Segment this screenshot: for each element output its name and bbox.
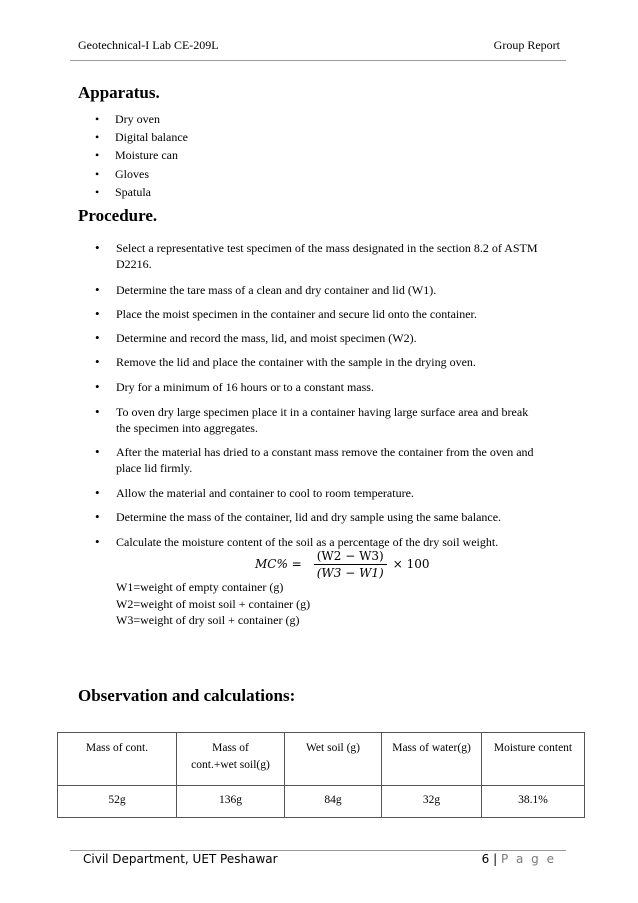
bullet: •: [95, 148, 100, 163]
procedure-step-text: [116, 240, 538, 272]
bullet: •: [95, 306, 100, 321]
procedure-step-text: Place the moist specimen in the container and secure lid onto the container.: [116, 307, 477, 321]
procedure-step: [95, 306, 565, 322]
table-cell: 136g: [177, 786, 285, 818]
formula-fraction: [314, 549, 387, 580]
bullet: •: [95, 485, 100, 500]
step-line: Select a representative test specimen of the mass designated in the section 8.2 of ASTM: [116, 241, 538, 255]
procedure-step-text: Allow the material and container to cool to room temperature.: [116, 486, 414, 500]
table-row: [58, 786, 585, 818]
procedure-step-text: [116, 444, 534, 476]
definition-line: W2=weight of moist soil + container (g): [116, 596, 311, 611]
list-item: [95, 165, 188, 183]
apparatus-item: Digital balance: [115, 130, 188, 145]
header-report-type: Group Report: [493, 38, 560, 52]
step-line: To oven dry large specimen place it in a container having large surface area and break: [116, 405, 529, 419]
procedure-heading: Procedure.: [78, 206, 158, 225]
header-course-title: Geotechnical-I Lab CE-209L: [78, 38, 219, 52]
bullet: •: [95, 282, 100, 297]
table-header-cell: Moisture content: [482, 733, 585, 786]
table-header-cell: [177, 733, 285, 786]
procedure-step-text: Remove the lid and place the container with the sample in the drying oven.: [116, 355, 476, 369]
procedure-step-text: Determine and record the mass, lid, and moist specimen (W2).: [116, 331, 417, 345]
procedure-step: [95, 485, 565, 501]
bullet: •: [95, 534, 100, 549]
table-cell: 84g: [285, 786, 382, 818]
page-word: P a g e: [500, 852, 556, 866]
header-line: cont.+wet soil(g): [191, 759, 270, 771]
footer-rule: [70, 850, 566, 851]
list-item: [95, 146, 188, 164]
bullet: •: [95, 166, 100, 181]
page-number: 6: [481, 852, 490, 866]
formula-lhs: MC% =: [255, 557, 302, 571]
procedure-step: [95, 509, 565, 525]
procedure-step: [95, 354, 565, 370]
apparatus-list: [95, 110, 188, 201]
bullet: •: [95, 404, 100, 419]
moisture-content-formula: [255, 546, 430, 582]
apparatus-heading: Apparatus.: [78, 83, 160, 102]
procedure-step: [95, 444, 565, 476]
page-number-block: [482, 852, 556, 866]
bullet: •: [95, 509, 100, 524]
observation-table: [57, 732, 585, 818]
footer-department: Civil Department, UET Peshawar: [83, 852, 278, 866]
page-separator: |: [493, 852, 498, 866]
procedure-step: [95, 379, 565, 395]
bullet: •: [95, 330, 100, 345]
page-footer: [83, 852, 556, 866]
apparatus-item: Dry oven: [115, 112, 160, 126]
definition-line: W3=weight of dry soil + container (g): [116, 613, 300, 627]
bullet: •: [95, 184, 100, 199]
table-cell: 32g: [382, 786, 482, 818]
procedure-step-text: Dry for a minimum of 16 hours or to a constant mass.: [116, 380, 374, 394]
table-header-row: [58, 733, 585, 786]
bullet: •: [95, 354, 100, 369]
procedure-step-text: Determine the tare mass of a clean and dry container and lid (W1).: [116, 283, 437, 297]
step-line: D2216.: [116, 257, 152, 271]
procedure-step: [95, 282, 565, 298]
bullet: •: [95, 240, 100, 255]
list-item: [95, 110, 188, 128]
table-cell: 52g: [58, 786, 177, 818]
bullet: •: [95, 444, 100, 459]
bullet: •: [95, 112, 100, 126]
header-line: Mass of: [212, 742, 249, 754]
bullet: •: [95, 130, 100, 145]
formula-multiplier: × 100: [392, 557, 430, 571]
step-line: After the material has dried to a constant mass remove the container from the oven and: [116, 445, 534, 459]
apparatus-item: Moisture can: [115, 148, 178, 163]
page-header: [78, 38, 560, 53]
list-item: [95, 183, 188, 201]
list-item: [95, 128, 188, 146]
step-line: the specimen into aggregates.: [116, 421, 258, 435]
procedure-step-text: Calculate the moisture content of the soil as a percentage of the dry soil weight.: [116, 535, 499, 549]
apparatus-item: Spatula: [115, 184, 151, 199]
bullet: •: [95, 379, 100, 394]
formula-numerator: (W2 − W3): [314, 549, 387, 565]
step-line: place lid firmly.: [116, 461, 193, 475]
observation-heading: Observation and calculations:: [78, 686, 296, 705]
procedure-step: [95, 240, 565, 272]
definition-line: W1=weight of empty container (g): [116, 580, 284, 594]
procedure-step-text: [116, 404, 528, 436]
procedure-step: [95, 330, 565, 346]
table-header-cell: Mass of water(g): [382, 733, 482, 786]
formula-denominator: (W3 − W1): [316, 565, 384, 580]
table-cell: 38.1%: [482, 786, 585, 818]
variable-definitions: [116, 579, 310, 629]
procedure-step-text: Determine the mass of the container, lid and dry sample using the same balance.: [116, 510, 502, 524]
apparatus-item: Gloves: [115, 166, 149, 181]
table-header-cell: Mass of cont.: [58, 733, 177, 786]
table-header-cell: Wet soil (g): [285, 733, 382, 786]
procedure-step: [95, 404, 565, 436]
header-rule: [70, 60, 566, 61]
